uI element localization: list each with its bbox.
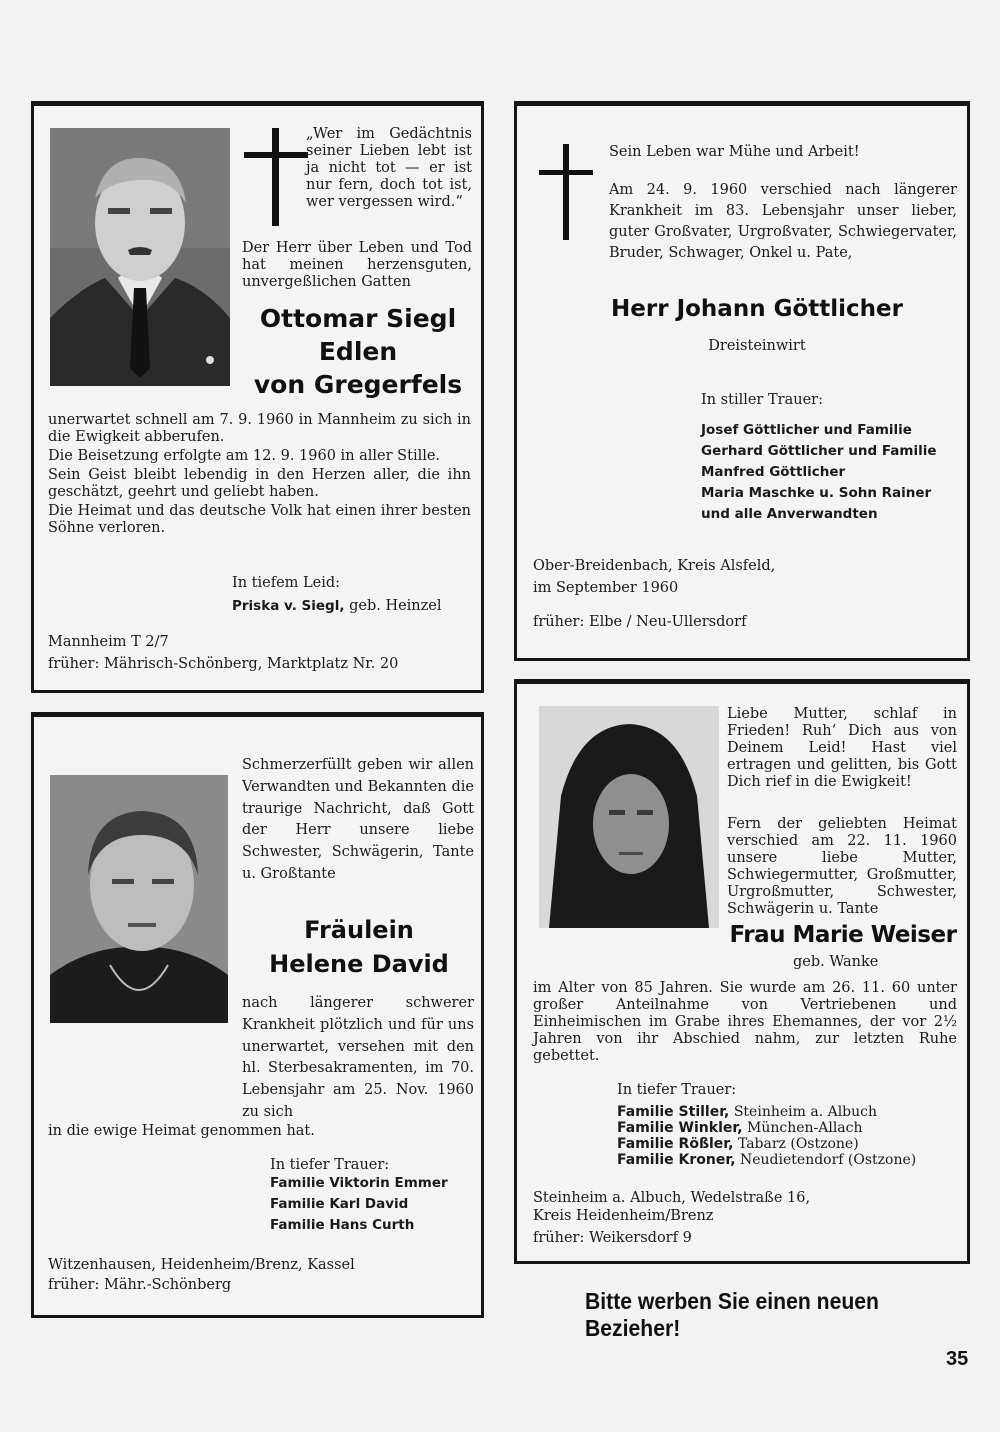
- portrait-photo-woman: [50, 775, 228, 1023]
- deceased-name: [234, 302, 482, 401]
- obituary-weiser: [514, 679, 970, 1264]
- occupation: Dreisteinwirt: [708, 338, 806, 354]
- mourner-entry: Familie Karl David: [270, 1196, 409, 1212]
- grief-label: In stiller Trauer:: [701, 392, 823, 408]
- mourner-entry: Manfred Göttlicher: [701, 464, 846, 480]
- address-line: Mannheim T 2/7: [48, 634, 169, 650]
- motto: Sein Leben war Mühe und Arbeit!: [609, 144, 860, 160]
- subscriber-appeal: Bitte werben Sie einen neuen Bezieher!: [585, 1288, 879, 1341]
- deceased-name: Frau Marie Weiser: [729, 922, 957, 948]
- mourner-list: [701, 420, 961, 525]
- notice-body: nach längerer schwerer Krankheit plötzlich und für uns unerwartet, versehen mit den hl. Sterbesakramenten, im 70. Lebensjahr am 25. Nov. 1960 zu sich: [242, 995, 474, 1120]
- page-number: 35: [946, 1348, 969, 1370]
- mourner-entry: und alle Anverwandten: [701, 506, 878, 522]
- obituary-siegl: [31, 101, 484, 693]
- cross-icon: [539, 144, 593, 240]
- mourner-name: Familie Rößler,: [617, 1136, 734, 1152]
- deceased-name-line1: Fräulein: [304, 916, 414, 944]
- announcement-intro: Schmerzerfüllt geben wir allen Verwandten und Bekannten die traurige Nachricht, daß Gott der Herr unsere liebe Schwester, Schwägerin, Tante u. Großtante: [242, 757, 474, 882]
- mourner-place: München-Allach: [746, 1120, 863, 1136]
- mourner-entry: [617, 1152, 962, 1168]
- memorial-verse: Liebe Mutter, schlaf in Frieden! Ruh‘ Dich aus von Deinem Leid! Hast viel ertragen und gelitten, bis Gott Dich rief in die Ewigkeit!: [727, 706, 957, 790]
- mourner-entry: [617, 1136, 962, 1152]
- mourner-name: Familie Kroner,: [617, 1152, 736, 1168]
- mourner-entry: Familie Viktorin Emmer: [270, 1175, 448, 1191]
- notice-body-end: in die ewige Heimat genommen hat.: [48, 1123, 315, 1139]
- deceased-name-line2: Helene David: [269, 950, 449, 978]
- deceased-name-line2: Edlen: [318, 337, 398, 366]
- mourner-name: Familie Stiller,: [617, 1104, 730, 1120]
- former-address-line: früher: Elbe / Neu-Ullersdorf: [533, 614, 747, 630]
- portrait-photo-elderly-woman: [539, 706, 719, 928]
- date-line: im September 1960: [533, 580, 679, 596]
- deceased-name: [234, 913, 484, 981]
- announcement-intro: Am 24. 9. 1960 verschied nach längerer Krankheit im 83. Lebensjahr unser lieber, guter Großvater, Urgroßvater, Schwiegervater, Bruder, Schwager, Onkel u. Pate,: [609, 182, 957, 261]
- mourner-list: [270, 1173, 480, 1236]
- mourner-entry: Maria Maschke u. Sohn Rainer: [701, 485, 932, 501]
- announcement-intro: Der Herr über Leben und Tod hat meinen herzensguten, unvergeßlichen Gatten: [242, 240, 472, 290]
- maiden-name: geb. Wanke: [793, 954, 879, 970]
- address-line: Kreis Heidenheim/Brenz: [533, 1208, 714, 1224]
- mourner-name: Priska v. Siegl,: [232, 598, 345, 614]
- mourner-entry: Gerhard Göttlicher und Familie: [701, 443, 937, 459]
- mourner-entry: [617, 1104, 962, 1120]
- mourner-entry: Familie Hans Curth: [270, 1217, 415, 1233]
- mourner-line: [232, 598, 442, 615]
- address-line: Ober-Breidenbach, Kreis Alsfeld,: [533, 558, 776, 574]
- deceased-name-line1: Ottomar Siegl: [259, 304, 457, 333]
- grief-label: In tiefer Trauer:: [270, 1157, 390, 1173]
- notice-body: im Alter von 85 Jahren. Sie wurde am 26. 11. 60 unter großer Anteilnahme von Vertriebenen und Einheimischen im Grabe ihres Ehemannes, der vor 2½ Jahren von ihr Abschied nahm, zur letzten Ruhe gebettet.: [533, 980, 957, 1064]
- body-paragraph: Sein Geist bleibt lebendig in den Herzen aller, die ihn geschätzt, geehrt und geliebt haben.: [48, 467, 471, 500]
- announcement-intro: Fern der geliebten Heimat verschied am 22. 11. 1960 unsere liebe Mutter, Schwiegermutter, Großmutter, Urgroßmutter, Schwester, Schwägerin u. Tante: [727, 816, 957, 917]
- mourner-place: Tabarz (Ostzone): [737, 1136, 859, 1152]
- body-paragraph: Die Heimat und das deutsche Volk hat einen ihrer besten Söhne verloren.: [48, 503, 471, 536]
- cross-icon: [244, 128, 308, 226]
- mourner-entry: Josef Göttlicher und Familie: [701, 422, 912, 438]
- mourner-name: Familie Winkler,: [617, 1120, 743, 1136]
- address-line: Steinheim a. Albuch, Wedelstraße 16,: [533, 1190, 811, 1206]
- memorial-quote: „Wer im Gedächtnis seiner Lieben lebt ist ja nicht tot — er ist nur fern, doch tot ist, wer vergessen wird.“: [306, 126, 472, 210]
- portrait-photo-man: [50, 128, 230, 386]
- deceased-name: Herr Johann Göttlicher: [611, 296, 903, 322]
- grief-label: In tiefem Leid:: [232, 575, 341, 591]
- former-address-line: früher: Mährisch-Schönberg, Marktplatz Nr. 20: [48, 656, 399, 672]
- grief-label: In tiefer Trauer:: [617, 1082, 737, 1098]
- mourner-maiden: geb. Heinzel: [344, 598, 442, 614]
- former-address-line: früher: Weikersdorf 9: [533, 1230, 692, 1246]
- obituary-david: [31, 712, 484, 1318]
- body-paragraph: Die Beisetzung erfolgte am 12. 9. 1960 in aller Stille.: [48, 448, 441, 464]
- obituary-goettlicher: [514, 101, 970, 661]
- deceased-name-line3: von Gregerfels: [253, 370, 463, 399]
- mourner-place: Neudietendorf (Ostzone): [740, 1152, 917, 1168]
- address-line: Witzenhausen, Heidenheim/Brenz, Kassel: [48, 1257, 355, 1273]
- mourner-entry: [617, 1120, 962, 1136]
- mourner-place: Steinheim a. Albuch: [733, 1104, 878, 1120]
- former-address-line: früher: Mähr.-Schönberg: [48, 1277, 232, 1293]
- body-paragraph: unerwartet schnell am 7. 9. 1960 in Mannheim zu sich in die Ewigkeit abberufen.: [48, 412, 471, 445]
- notice-body: [48, 412, 471, 537]
- mourner-list: [617, 1104, 962, 1168]
